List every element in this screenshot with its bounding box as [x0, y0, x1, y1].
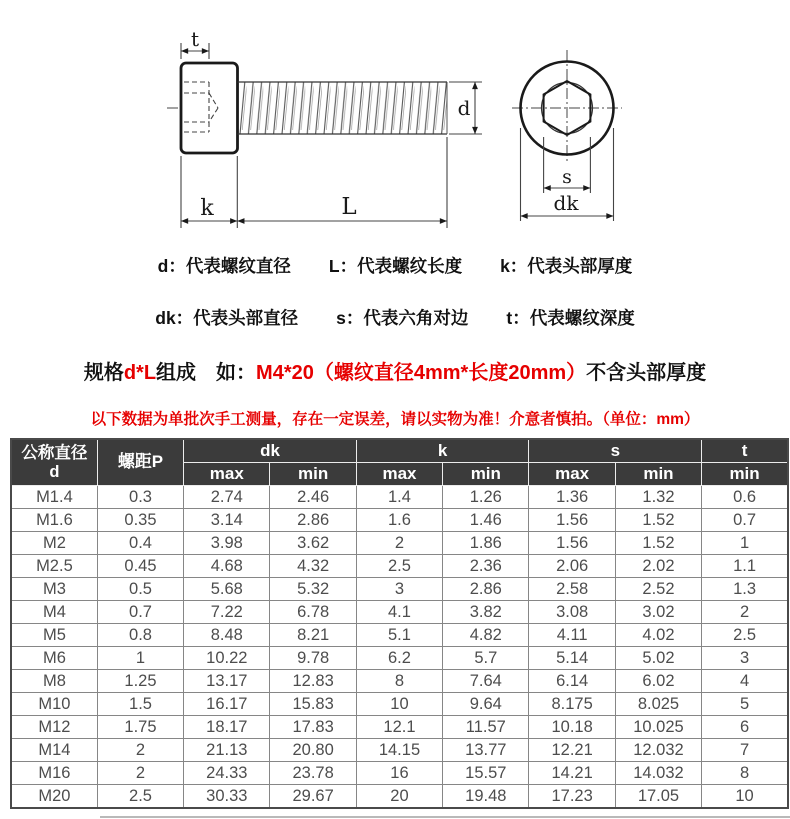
spec-format-line [0, 356, 790, 385]
spec-cell: M2.5 [11, 555, 97, 578]
spec-cell: 23.78 [270, 762, 356, 785]
dim-label-L: L [341, 194, 357, 220]
spec-cell: M10 [11, 693, 97, 716]
dim-label-d: d [457, 96, 471, 120]
spec-cell: 9.78 [270, 647, 356, 670]
spec-cell: 4.11 [529, 624, 615, 647]
spec-cell: 2 [97, 762, 183, 785]
spec-cell: 1.86 [443, 532, 529, 555]
spec-cell: 1.56 [529, 509, 615, 532]
spec-cell: 7 [702, 739, 788, 762]
table-row [11, 647, 788, 670]
spec-cell: 4.1 [356, 601, 442, 624]
header-group-k: k [356, 439, 529, 463]
spec-cell: 1.25 [97, 670, 183, 693]
table-row [11, 624, 788, 647]
spec-cell: 8 [702, 762, 788, 785]
spec-cell: 3.02 [615, 601, 701, 624]
spec-cell: 8.21 [270, 624, 356, 647]
header-t-min: min [702, 463, 788, 486]
legend-item-s: s：代表六角对边 [336, 308, 469, 328]
spec-cell: 4.02 [615, 624, 701, 647]
table-row [11, 670, 788, 693]
header-group-s: s [529, 439, 702, 463]
spec-cell: 16 [356, 762, 442, 785]
spec-seg-black: 规格 [83, 362, 124, 384]
spec-cell: 1.3 [702, 578, 788, 601]
spec-cell: 11.57 [443, 716, 529, 739]
header-diameter [11, 439, 97, 486]
spec-cell: 5.32 [270, 578, 356, 601]
spec-cell: 4.32 [270, 555, 356, 578]
table-row [11, 555, 788, 578]
spec-cell: 7.64 [443, 670, 529, 693]
table-row [11, 509, 788, 532]
spec-cell: 17.23 [529, 785, 615, 809]
legend-item-L: L：代表螺纹长度 [328, 256, 463, 276]
header-diameter-title: 公称直径 [21, 443, 88, 462]
spec-cell: 0.8 [97, 624, 183, 647]
header-s-max: max [529, 463, 615, 486]
spec-cell: 20 [356, 785, 442, 809]
legend-item-k: k：代表头部厚度 [500, 256, 633, 276]
spec-cell: 5.02 [615, 647, 701, 670]
spec-cell: 2.74 [184, 486, 270, 509]
spec-cell: 0.45 [97, 555, 183, 578]
spec-cell: 3.82 [443, 601, 529, 624]
threaded-shank [238, 82, 448, 134]
spec-cell: 13.77 [443, 739, 529, 762]
spec-cell: 2 [356, 532, 442, 555]
dim-label-k: k [200, 196, 214, 221]
spec-seg-red: d*L [123, 362, 157, 384]
spec-cell: 6 [702, 716, 788, 739]
spec-cell: 2.86 [443, 578, 529, 601]
spec-cell: 4.82 [443, 624, 529, 647]
spec-cell: 8.175 [529, 693, 615, 716]
spec-cell: 14.15 [356, 739, 442, 762]
spec-cell: 3 [702, 647, 788, 670]
spec-seg-black: 如： [216, 362, 257, 384]
header-group-dk: dk [184, 439, 357, 463]
spec-cell: 0.35 [97, 509, 183, 532]
spec-cell: 1.56 [529, 532, 615, 555]
spec-cell: 15.83 [270, 693, 356, 716]
spec-cell: 3.98 [184, 532, 270, 555]
table-row [11, 739, 788, 762]
spec-cell: 1.46 [443, 509, 529, 532]
spec-cell: 1.4 [356, 486, 442, 509]
spec-cell: 30.33 [184, 785, 270, 809]
spec-cell: M16 [11, 762, 97, 785]
table-row [11, 486, 788, 509]
spec-table-body [11, 486, 788, 809]
spec-cell: 29.67 [270, 785, 356, 809]
spec-cell: 5.1 [356, 624, 442, 647]
spec-cell: 1.26 [443, 486, 529, 509]
spec-cell: M1.6 [11, 509, 97, 532]
spec-cell: 2.5 [702, 624, 788, 647]
spec-cell: 0.7 [702, 509, 788, 532]
spec-cell: 9.64 [443, 693, 529, 716]
spec-cell: 1.52 [615, 509, 701, 532]
spec-cell: 17.05 [615, 785, 701, 809]
spec-cell: 0.6 [702, 486, 788, 509]
spec-cell: 18.17 [184, 716, 270, 739]
spec-cell: 2.36 [443, 555, 529, 578]
spec-cell: 2 [97, 739, 183, 762]
dim-label-dk: dk [553, 191, 579, 215]
legend-row-2 [0, 305, 790, 330]
spec-cell: 14.032 [615, 762, 701, 785]
spec-cell: 10.18 [529, 716, 615, 739]
spec-cell: 13.17 [184, 670, 270, 693]
spec-cell: 8 [356, 670, 442, 693]
spec-cell: 12.032 [615, 739, 701, 762]
spec-cell: 2.06 [529, 555, 615, 578]
spec-cell: M3 [11, 578, 97, 601]
legend-item-dk: dk：代表头部直径 [155, 308, 299, 328]
table-row [11, 785, 788, 809]
spec-cell: 16.17 [184, 693, 270, 716]
spec-cell: 21.13 [184, 739, 270, 762]
table-row [11, 532, 788, 555]
spec-cell: 2 [702, 601, 788, 624]
spec-cell: 1.52 [615, 532, 701, 555]
spec-cell: M2 [11, 532, 97, 555]
spec-cell: M14 [11, 739, 97, 762]
technical-drawing [0, 0, 790, 240]
spec-cell: 7.22 [184, 601, 270, 624]
spec-cell: 6.78 [270, 601, 356, 624]
header-diameter-sub: d [49, 462, 60, 481]
table-row [11, 601, 788, 624]
header-k-max: max [356, 463, 442, 486]
legend-row-1 [0, 253, 790, 278]
dim-label-s: s [562, 166, 572, 188]
spec-cell: M6 [11, 647, 97, 670]
spec-seg-black: 组成 [156, 362, 197, 384]
spec-cell: 1.36 [529, 486, 615, 509]
spec-cell: 1.1 [702, 555, 788, 578]
spec-cell: 1.32 [615, 486, 701, 509]
spec-cell: 3 [356, 578, 442, 601]
table-row [11, 762, 788, 785]
spec-cell: 1.5 [97, 693, 183, 716]
spec-cell: 3.62 [270, 532, 356, 555]
spec-cell: 2.46 [270, 486, 356, 509]
spec-cell: 8.48 [184, 624, 270, 647]
spec-cell: 2.52 [615, 578, 701, 601]
spec-cell: 10.22 [184, 647, 270, 670]
spec-cell: 1 [702, 532, 788, 555]
spec-cell: 2.5 [97, 785, 183, 809]
spec-cell: 0.3 [97, 486, 183, 509]
legend-item-t: t：代表螺纹深度 [506, 308, 635, 328]
spec-cell: 5.68 [184, 578, 270, 601]
table-row [11, 578, 788, 601]
spec-table-header [11, 439, 788, 486]
spec-cell: M5 [11, 624, 97, 647]
bottom-divider [100, 816, 790, 818]
spec-seg-black: 不含头部厚度 [586, 362, 707, 384]
spec-cell: 6.2 [356, 647, 442, 670]
spec-cell: 4.68 [184, 555, 270, 578]
header-dk-max: max [184, 463, 270, 486]
table-row [11, 693, 788, 716]
spec-cell: 2.5 [356, 555, 442, 578]
spec-cell: 17.83 [270, 716, 356, 739]
header-pitch: 螺距P [97, 439, 183, 486]
spec-cell: 2.86 [270, 509, 356, 532]
spec-cell: 12.21 [529, 739, 615, 762]
spec-cell: 2.58 [529, 578, 615, 601]
spec-cell: 6.02 [615, 670, 701, 693]
spec-cell: M1.4 [11, 486, 97, 509]
spec-cell: 8.025 [615, 693, 701, 716]
spec-cell: 1.6 [356, 509, 442, 532]
spec-cell: 3.14 [184, 509, 270, 532]
spec-cell: 5 [702, 693, 788, 716]
disclaimer-text: 以下数据为单批次手工测量，存在一定误差，请以实物为准！介意者慎拍。（单位：mm） [90, 411, 700, 428]
header-dk-min: min [270, 463, 356, 486]
spec-cell: 20.80 [270, 739, 356, 762]
spec-cell: 15.57 [443, 762, 529, 785]
spec-cell: 0.5 [97, 578, 183, 601]
legend-item-d: d：代表螺纹直径 [157, 256, 291, 276]
side-view [167, 27, 482, 228]
header-k-min: min [443, 463, 529, 486]
spec-cell: 12.83 [270, 670, 356, 693]
spec-cell: 3.08 [529, 601, 615, 624]
spec-table [10, 438, 789, 809]
spec-cell: 4 [702, 670, 788, 693]
spec-cell: M20 [11, 785, 97, 809]
header-s-min: min [615, 463, 701, 486]
spec-cell: M4 [11, 601, 97, 624]
table-row [11, 716, 788, 739]
spec-cell: 0.7 [97, 601, 183, 624]
spec-cell: M12 [11, 716, 97, 739]
spec-seg-red: M4*20（螺纹直径4mm*长度20mm） [256, 362, 587, 384]
spec-cell: 1.75 [97, 716, 183, 739]
spec-cell: 19.48 [443, 785, 529, 809]
spec-cell: 14.21 [529, 762, 615, 785]
spec-cell: 10 [356, 693, 442, 716]
end-view [512, 50, 622, 221]
spec-cell: 1 [97, 647, 183, 670]
spec-cell: 2.02 [615, 555, 701, 578]
spec-cell: 5.14 [529, 647, 615, 670]
spec-cell: 24.33 [184, 762, 270, 785]
spec-cell: 12.1 [356, 716, 442, 739]
spec-cell: 10 [702, 785, 788, 809]
spec-cell: 6.14 [529, 670, 615, 693]
spec-cell: 0.4 [97, 532, 183, 555]
spec-cell: 10.025 [615, 716, 701, 739]
spec-cell: 5.7 [443, 647, 529, 670]
spec-cell: M8 [11, 670, 97, 693]
dim-label-t: t [190, 27, 200, 51]
header-group-t: t [702, 439, 788, 463]
